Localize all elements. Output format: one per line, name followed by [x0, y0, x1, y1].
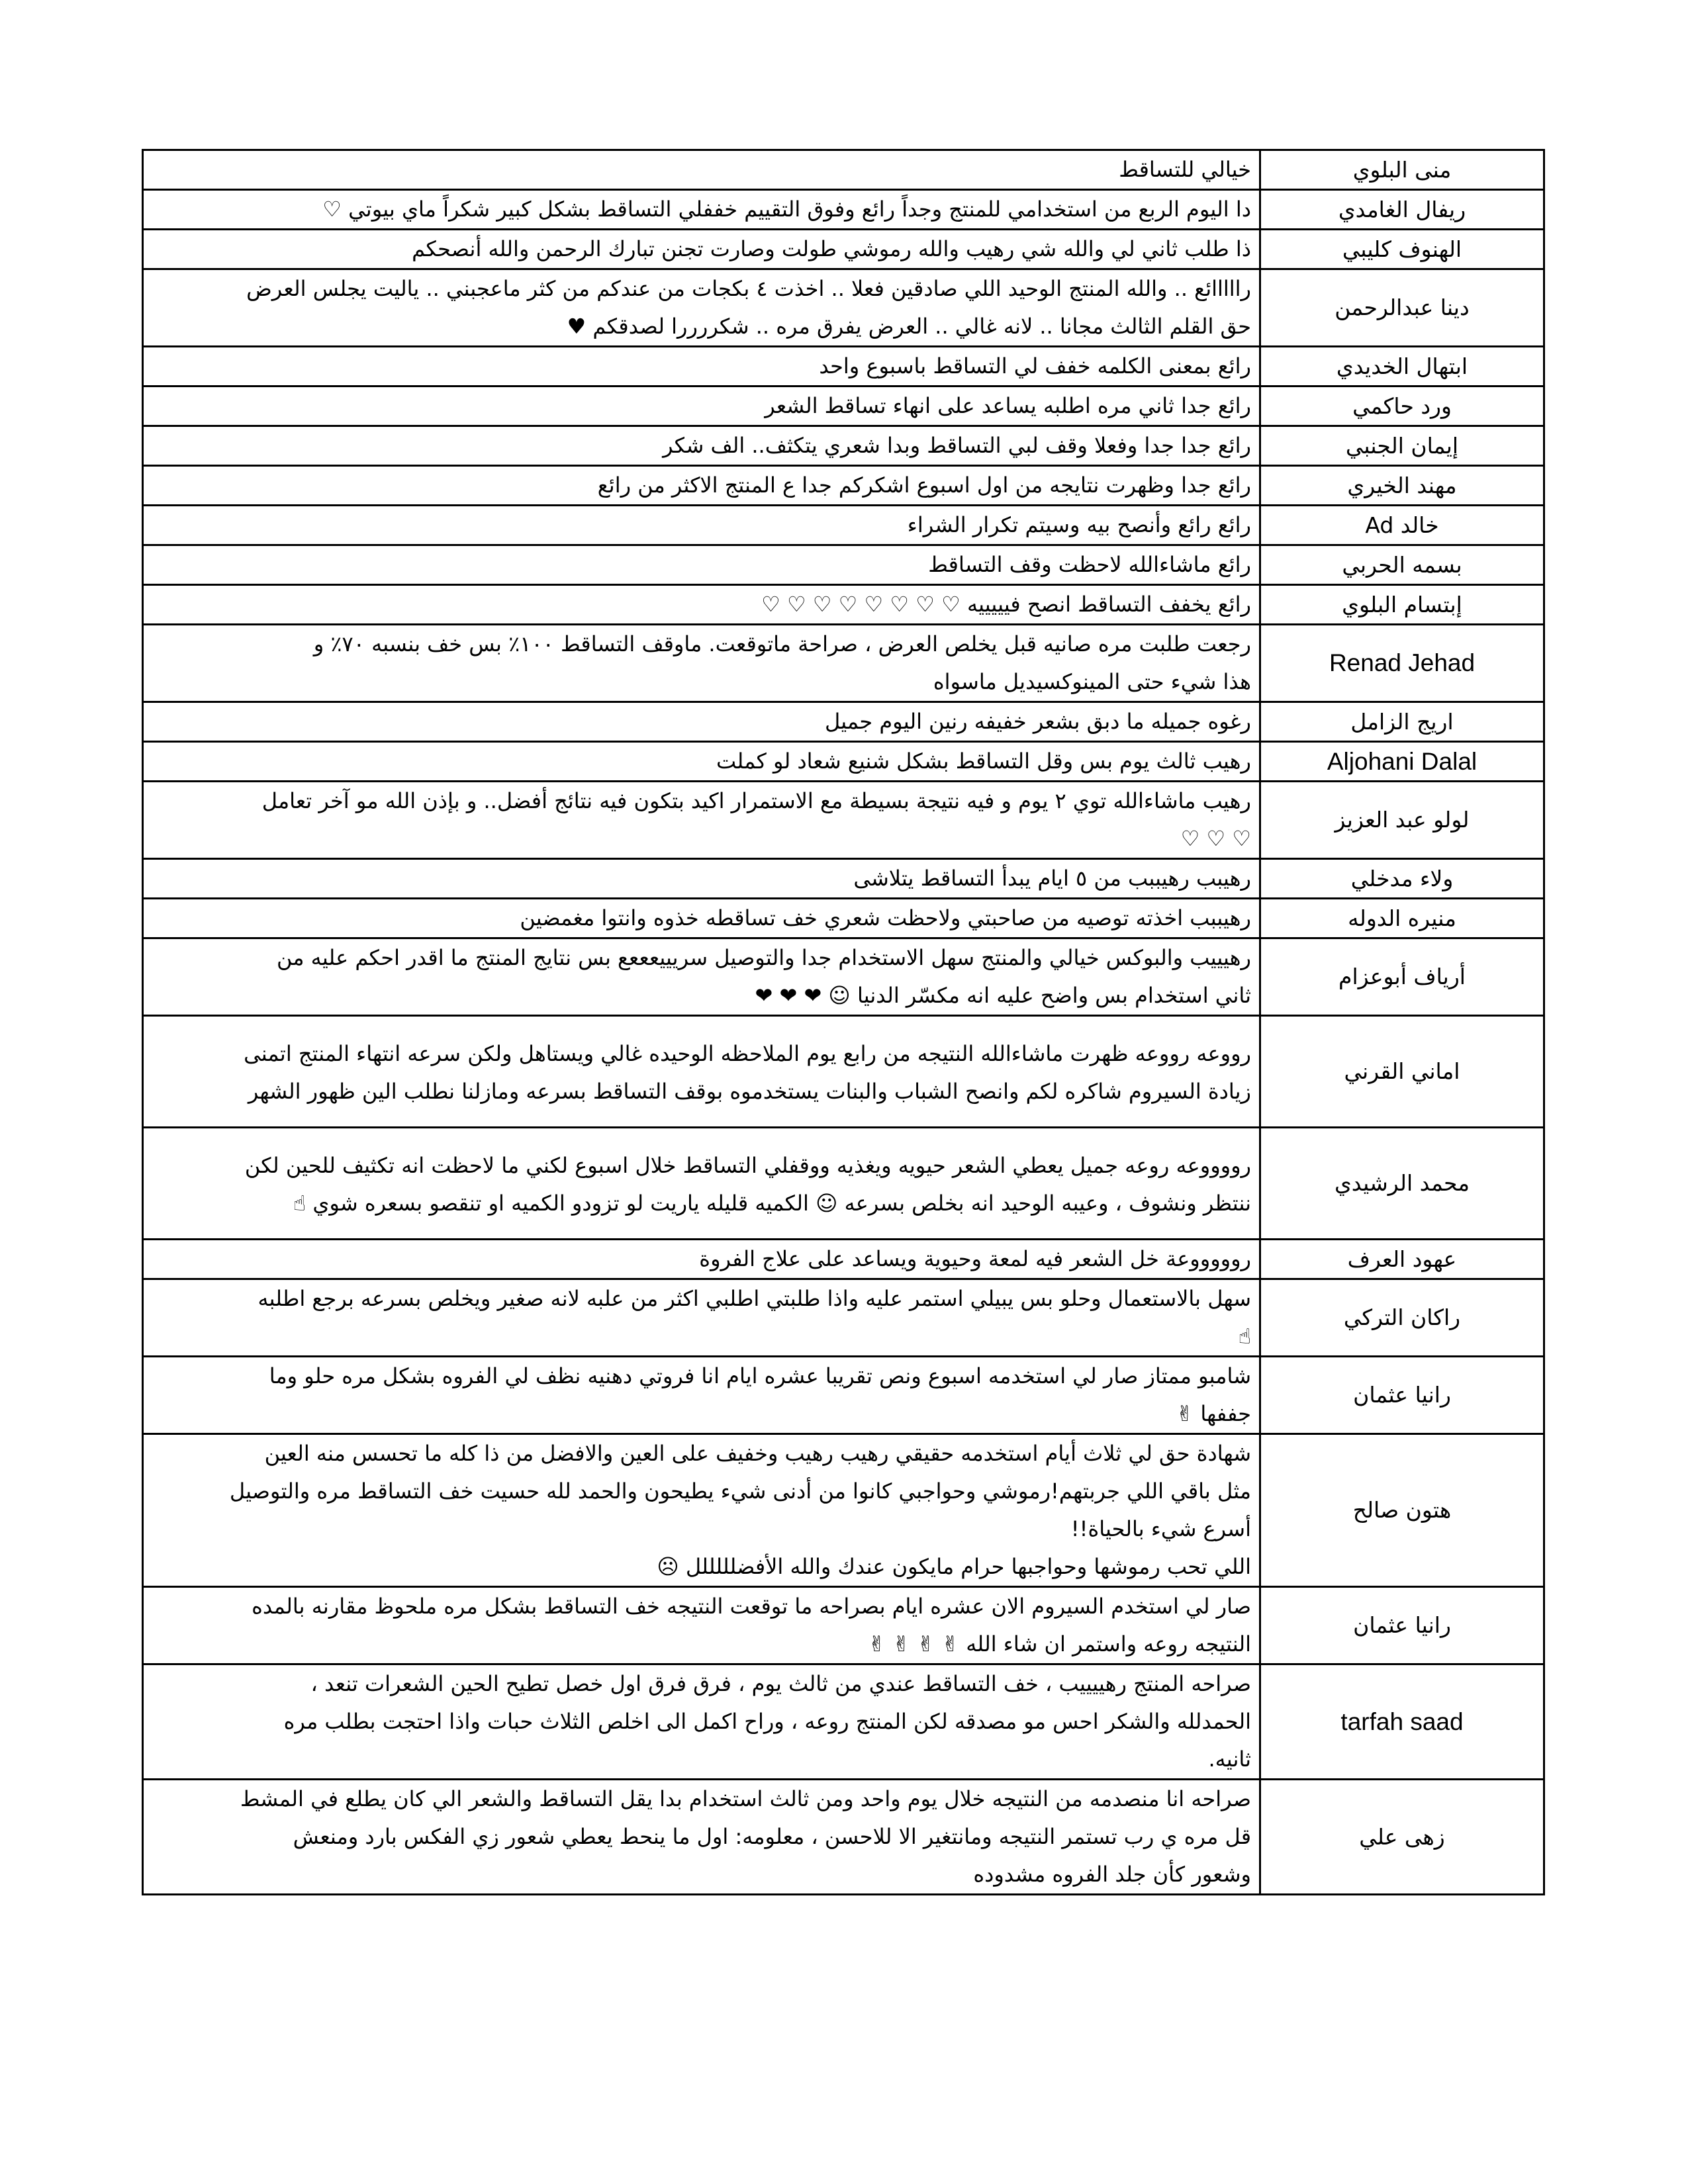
review-text [143, 782, 1260, 859]
reviewer-name: محمد الرشيدي [1260, 1128, 1544, 1240]
review-text [143, 899, 1260, 938]
reviewer-name: رانيا عثمان [1260, 1587, 1544, 1664]
table-row [143, 702, 1544, 742]
reviewer-name: Aljohani Dalal [1260, 742, 1544, 782]
review-line: ذا طلب ثاني لي والله شي رهيب والله رموشي طولت وصارت تجنن تبارك الرحمن والله أنصحكم [412, 236, 1251, 261]
table-row [143, 1780, 1544, 1895]
review-line: وشعور كأن جلد الفروه مشدوده [973, 1862, 1251, 1887]
review-line: صار لي استخدم السيروم الان عشره ايام بصراحه ما توقعت النتيجه خف التساقط بشكل مره ملحوظ مقارنه بالمده [252, 1594, 1251, 1619]
reviewer-name: اماني القرني [1260, 1016, 1544, 1128]
table-row [143, 545, 1544, 585]
review-line: مثل باقي اللي جربتهم!رموشي وحواجبي كانوا من أدنى شيء يطيحون والحمد لله حسيت خف التساقط مره والتوصيل [229, 1479, 1251, 1504]
table-row [143, 1587, 1544, 1664]
review-text [143, 938, 1260, 1016]
review-text [143, 230, 1260, 269]
review-text [143, 702, 1260, 742]
review-line: زيادة السيروم شاكره لكم وانصح الشباب والبنات يستخدموه بوقف التساقط بسرعه ومازلنا نطلب الين ظهور الشهر [248, 1079, 1251, 1104]
reviewer-name: زهى علي [1260, 1780, 1544, 1895]
reviewer-name: ابتهال الخديدي [1260, 347, 1544, 387]
reviews-table-body [143, 150, 1544, 1895]
table-row [143, 387, 1544, 426]
review-line: رهيب ماشاءالله توي ٢ يوم و فيه نتيجة بسيطة مع الاستمرار اكيد بتكون فيه نتائج أفضل.. و بإذن الله مو آخر تعامل [261, 788, 1251, 813]
review-line: رهيب ثالث يوم بس وقل التساقط بشكل شنيع شعاد لو كملت [716, 749, 1251, 774]
table-row [143, 782, 1544, 859]
review-line: رائع ماشاءالله لاحظت وقف التساقط [928, 552, 1251, 577]
reviewer-name: ولاء مدخلي [1260, 859, 1544, 899]
reviewer-name: مهند الخيري [1260, 466, 1544, 506]
review-line: صراحه المنتج رهييييب ، خف التساقط عندي من ثالث يوم ، فرق فرق اول خصل تطيح الحين الشعرات تنعد ، [310, 1671, 1251, 1696]
table-row [143, 347, 1544, 387]
table-row [143, 742, 1544, 782]
table-row [143, 230, 1544, 269]
review-line: سهل بالاستعمال وحلو بس يبيلي استمر عليه واذا طلبتي اطلبي اكثر من علبه لانه صغير ويخلص بسرعه برجع اطلبه [258, 1286, 1251, 1311]
review-line: رائع جدا جدا وفعلا وقف لبي التساقط وبدا شعري يتكثف.. الف شكر [663, 433, 1251, 458]
review-text [143, 1128, 1260, 1240]
review-line: رائع بمعنى الكلمه خفف لي التساقط باسبوع واحد [819, 353, 1251, 379]
review-line: رووعه رووعه ظهرت ماشاءالله النتيجه من رابع يوم الملاحظه الوحيده غالي ويستاهل ولكن سرعه انتهاء المنتج اتمنى [244, 1041, 1251, 1066]
review-line: شامبو ممتاز صار لي استخدمه اسبوع ونص تقريبا عشره ايام انا فروتي دهنيه نظف لي الفروه بشكل مره حلو وما [269, 1363, 1251, 1388]
table-row [143, 150, 1544, 190]
review-text [143, 1434, 1260, 1587]
review-text [143, 1587, 1260, 1664]
reviewer-name: راكان التركي [1260, 1279, 1544, 1357]
reviewer-name: منيره الدوله [1260, 899, 1544, 938]
table-row [143, 625, 1544, 702]
reviewer-name: عهود العرف [1260, 1240, 1544, 1279]
reviewer-name: منى البلوي [1260, 150, 1544, 190]
reviewer-name: إبتسام البلوي [1260, 585, 1544, 625]
review-line: رهيببب اخذته توصيه من صاحبتي ولاحظت شعري خف تساقطه خذوه وانتوا مغمضين [520, 905, 1251, 931]
review-line: أسرع شيء بالحياة!! [1070, 1516, 1251, 1541]
table-row [143, 1128, 1544, 1240]
review-text [143, 387, 1260, 426]
review-text [143, 1240, 1260, 1279]
review-text [143, 545, 1260, 585]
review-line: ♡ ♡ ♡ [1180, 826, 1251, 851]
review-line: جففها ✌ [1176, 1401, 1251, 1426]
reviewer-name: الهنوف كليبي [1260, 230, 1544, 269]
review-line: ثاني استخدام بس واضح عليه انه مكسّر الدنيا ☺ ❤ ❤ ❤ [755, 983, 1251, 1008]
reviewer-name: خالد Ad [1260, 506, 1544, 545]
reviews-table [142, 149, 1545, 1895]
review-text [143, 269, 1260, 347]
review-line: الحمدلله والشكر احس مو مصدقه لكن المنتج روعه ، وراح اكمل الى اخلص الثلاث حبات واذا احتجت بطلب مره [283, 1709, 1251, 1734]
review-line: شهادة حق لي ثلاث أيام استخدمه حقيقي رهيب رهيب وخفيف على العين والافضل من ذا كله ما تحسس منه العين [264, 1441, 1251, 1466]
table-row [143, 1434, 1544, 1587]
review-text [143, 190, 1260, 230]
reviewer-name: tarfah saad [1260, 1664, 1544, 1780]
review-line: روووووعة خل الشعر فيه لمعة وحيوية ويساعد على علاج الفروة [699, 1246, 1251, 1271]
table-row [143, 859, 1544, 899]
review-text [143, 506, 1260, 545]
review-text [143, 585, 1260, 625]
review-line: صراحه انا منصدمه من النتيجه خلال يوم واحد ومن ثالث استخدام بدا يقل التساقط والشعر الي كان يطلع في المشط [240, 1786, 1251, 1811]
review-text [143, 742, 1260, 782]
table-row [143, 466, 1544, 506]
reviewer-name: بسمه الحربي [1260, 545, 1544, 585]
table-row [143, 938, 1544, 1016]
review-text [143, 426, 1260, 466]
review-line: رووووعه روعه جميل يعطي الشعر حيويه ويغذيه ووقفلي التساقط خلال اسبوع لكني ما لاحظت انه تكثيف للحين لكن [244, 1153, 1251, 1178]
review-line: رهيبب رهيببب من ٥ ايام يبدأ التساقط يتلاشى [853, 866, 1251, 891]
review-text [143, 466, 1260, 506]
review-line: حق القلم الثالث مجانا .. لانه غالي .. العرض يفرق مره .. شكررررا لصدقكم ♥ [567, 314, 1251, 339]
review-text [143, 625, 1260, 702]
review-line: رائع رائع وأنصح بيه وسيتم تكرار الشراء [907, 512, 1251, 537]
review-line: هذا شيء حتى المينوكسيديل ماسواه [933, 669, 1251, 694]
review-line: رجعت طلبت مره صانيه قبل يخلص العرض ، صراحة ماتوقعت. ماوقف التساقط ١٠٠٪ بس خف بنسبه ٧٠٪ و [313, 631, 1251, 657]
review-line: قل مره ي رب تستمر النتيجه ومانتغير الا للاحسن ، معلومه: اول ما ينحط يعطي شعور زي الفكس بارد ومنعش [293, 1824, 1251, 1849]
review-text [143, 1357, 1260, 1434]
reviewer-name: أرياف أبوعزام [1260, 938, 1544, 1016]
table-row [143, 1279, 1544, 1357]
review-line: رائع جدا وظهرت نتايجه من اول اسبوع اشكركم جدا ع المنتج الاكثر من رائع [597, 473, 1251, 498]
review-line: رااااائع .. والله المنتج الوحيد اللي صادقين فعلا .. اخذت ٤ بكجات من عندكم من كثر ماعجبني .. ياليت يجلس العرض [246, 276, 1251, 301]
review-line: رهيييب والبوكس خيالي والمنتج سهل الاستخدام جدا والتوصيل سريييعععع بس نتايج المنتج ما اقدر احكم عليه من [276, 945, 1251, 970]
review-text [143, 1664, 1260, 1780]
review-text [143, 1780, 1260, 1895]
review-line: رغوه جميله ما دبق بشعر خفيفه رنين اليوم جميل [825, 709, 1251, 734]
reviewer-name: دينا عبدالرحمن [1260, 269, 1544, 347]
review-line: ثانيه. [1208, 1747, 1251, 1772]
reviewer-name: إيمان الجنبي [1260, 426, 1544, 466]
review-line: ننتظر ونشوف ، وعيبه الوحيد انه بخلص بسرعه ☺ الكميه قليله ياريت لو تزودو الكميه او تنقصو بسعره شوي ☝ [293, 1191, 1251, 1216]
reviewer-name: لولو عبد العزيز [1260, 782, 1544, 859]
table-row [143, 585, 1544, 625]
reviewer-name: رانيا عثمان [1260, 1357, 1544, 1434]
table-row [143, 899, 1544, 938]
reviewer-name: هتون صالح [1260, 1434, 1544, 1587]
review-line: دا اليوم الربع من استخدامي للمنتج وجداً رائع وفوق التقييم خففلي التساقط بشكل كبير شكراً ماي بيوتي ♡ [322, 197, 1251, 222]
review-line: ☝ [1238, 1324, 1251, 1349]
review-text [143, 150, 1260, 190]
review-line: رائع يخفف التساقط انصح فيييييه ♡ ♡ ♡ ♡ ♡ ♡ ♡ ♡ [761, 592, 1251, 617]
table-row [143, 1240, 1544, 1279]
review-text [143, 859, 1260, 899]
reviewer-name: Renad Jehad [1260, 625, 1544, 702]
table-row [143, 426, 1544, 466]
table-row [143, 1016, 1544, 1128]
review-line: خيالي للتساقط [1119, 157, 1251, 182]
review-line: النتيجه روعه واستمر ان شاء الله ✌ ✌ ✌ ✌ [868, 1631, 1251, 1657]
table-row [143, 506, 1544, 545]
table-row [143, 1664, 1544, 1780]
table-row [143, 190, 1544, 230]
review-line: رائع جدا ثاني مره اطلبه يساعد على انهاء تساقط الشعر [765, 393, 1251, 418]
review-text [143, 347, 1260, 387]
review-text [143, 1016, 1260, 1128]
table-row [143, 1357, 1544, 1434]
reviewer-name: اريج الزامل [1260, 702, 1544, 742]
reviewer-name: ريفال الغامدي [1260, 190, 1544, 230]
review-line: اللي تحب رموشها وحواجبها حرام مايكون عندك والله الأفضلللللل ☹ [657, 1554, 1251, 1579]
table-row [143, 269, 1544, 347]
review-text [143, 1279, 1260, 1357]
reviewer-name: ورد حاكمي [1260, 387, 1544, 426]
